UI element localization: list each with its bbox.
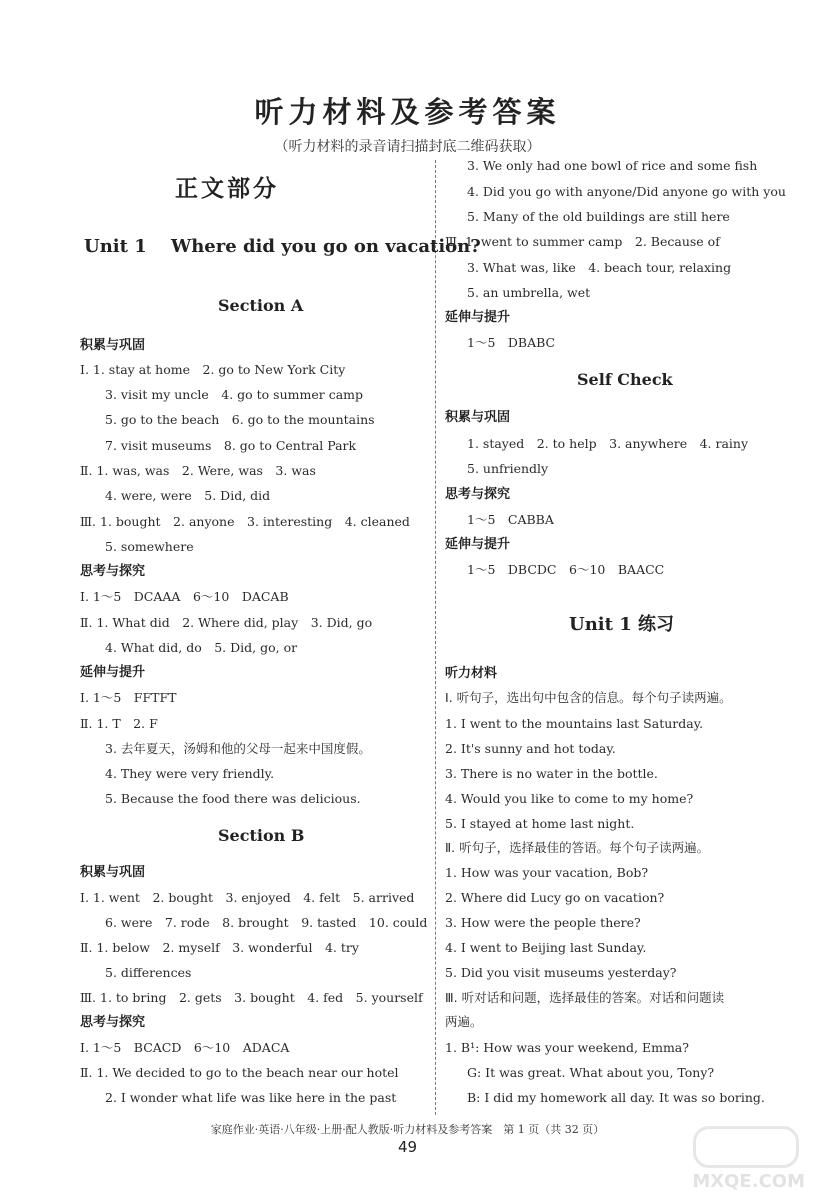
answer-line: Ⅲ. 1. bought 2. anyone 3. interesting 4. cleaned [80,514,410,529]
watermark-mark [693,1126,799,1168]
heading-consolidate: 积累与巩固 [80,865,146,880]
answer-line: 7. visit museums 8. go to Central Park [105,438,357,453]
sentence-line: 5. I stayed at home last night. [445,816,635,831]
page-subtitle: （听力材料的录音请扫描封底二维码获取） [274,139,541,155]
heading-extend: 延伸与提升 [445,537,511,552]
sentence-line: 1. How was your vacation, Bob? [445,865,649,880]
answer-line: 1～5 CABBA [467,512,554,527]
answer-line: Ⅰ. 1～5 BCACD 6～10 ADACA [80,1040,290,1055]
answer-line: 3. visit my uncle 4. go to summer camp [105,387,364,402]
instruction: Ⅲ. 听对话和问题，选择最佳的答案。对话和问题读 [445,990,725,1005]
heading-consolidate: 积累与巩固 [445,410,511,425]
watermark-logo [689,1124,809,1194]
sentence-line: 3. How were the people there? [445,915,641,930]
unit-title: Unit 1 Where did you go on vacation? [84,236,481,257]
answer-line: Ⅰ. 1. went 2. bought 3. enjoyed 4. felt 5. arrived [80,890,415,905]
answer-line: 5. somewhere [105,539,194,554]
page-number: 49 [397,1138,418,1156]
answer-line: Ⅲ. 1. went to summer camp 2. Because of [445,234,720,249]
sentence-line: 1. I went to the mountains last Saturday. [445,716,704,731]
heading-consolidate: 积累与巩固 [80,338,146,353]
answer-line: 3. What was, like 4. beach tour, relaxing [467,260,732,275]
answer-line: 4. were, were 5. Did, did [105,488,271,503]
answer-line: 4. They were very friendly. [105,766,275,781]
practice-title: Unit 1 练习 [569,614,674,635]
answer-line: 3. 去年夏天，汤姆和他的父母一起来中国度假。 [105,741,371,756]
answer-line: 3. We only had one bowl of rice and some fish [467,158,758,173]
dialogue-line: B: I did my homework all day. It was so boring. [467,1090,765,1105]
dialogue-line: 1. B¹: How was your weekend, Emma? [445,1040,689,1055]
answer-line: Ⅰ. 1～5 DCAAA 6～10 DACAB [80,589,289,604]
answer-line: 4. Did you go with anyone/Did anyone go with you [467,184,786,199]
heading-explore: 思考与探究 [445,487,511,502]
answer-line: Ⅰ. 1～5 FFTFT [80,690,177,705]
instruction: Ⅰ. 听句子，选出句中包含的信息。每个句子读两遍。 [445,690,732,705]
answer-line: Ⅰ. 1. stay at home 2. go to New York City [80,362,346,377]
answer-line: Ⅱ. 1. below 2. myself 3. wonderful 4. try [80,940,359,955]
answer-line: Ⅱ. 1. T 2. F [80,716,158,731]
answer-line: 5. unfriendly [467,461,549,476]
page-title: 听力材料及参考答案 [254,95,561,129]
answer-line: 5. go to the beach 6. go to the mountains [105,412,375,427]
heading-extend: 延伸与提升 [445,310,511,325]
sentence-line: 4. I went to Beijing last Sunday. [445,940,647,955]
heading-explore: 思考与探究 [80,1015,146,1030]
answer-line: 1～5 DBCDC 6～10 BAACC [467,562,665,577]
answer-line: 4. What did, do 5. Did, go, or [105,640,298,655]
answer-line: 1. stayed 2. to help 3. anywhere 4. rainy [467,436,749,451]
dialogue-line: G: It was great. What about you, Tony? [467,1065,715,1080]
heading-listening: 听力材料 [445,666,498,681]
main-heading: 正文部分 [175,176,279,202]
sentence-line: 4. Would you like to come to my home? [445,791,694,806]
sentence-line: 2. Where did Lucy go on vacation? [445,890,665,905]
answer-line: 5. differences [105,965,192,980]
answer-line: Ⅲ. 1. to bring 2. gets 3. bought 4. fed 5. yourself [80,990,423,1005]
sentence-line: 2. It's sunny and hot today. [445,741,616,756]
answer-line: Ⅱ. 1. What did 2. Where did, play 3. Did, go [80,615,373,630]
sentence-line: 5. Did you visit museums yesterday? [445,965,677,980]
page-footer: 家庭作业·英语·八年级·上册·配人教版·听力材料及参考答案 第 1 页（共 32 页） [210,1123,605,1136]
self-check-title: Self Check [577,370,673,389]
answer-line: Ⅱ. 1. was, was 2. Were, was 3. was [80,463,316,478]
instruction: 两遍。 [445,1014,483,1029]
heading-explore: 思考与探究 [80,564,146,579]
instruction: Ⅱ. 听句子，选择最佳的答语。每个句子读两遍。 [445,840,710,855]
watermark-text: MXQE.COM [692,1171,805,1192]
answer-line: 1～5 DBABC [467,335,556,350]
answer-line: 5. Because the food there was delicious. [105,791,361,806]
heading-extend: 延伸与提升 [80,665,146,680]
section-a-title: Section A [218,296,304,315]
answer-line: 6. were 7. rode 8. brought 9. tasted 10. could [105,915,428,930]
column-divider [435,160,436,1115]
sentence-line: 3. There is no water in the bottle. [445,766,658,781]
answer-line: 5. Many of the old buildings are still here [467,209,730,224]
answer-line: 2. I wonder what life was like here in the past [105,1090,397,1105]
answer-line: Ⅱ. 1. We decided to go to the beach near our hotel [80,1065,399,1080]
answer-line: 5. an umbrella, wet [467,285,591,300]
section-b-title: Section B [218,826,305,845]
